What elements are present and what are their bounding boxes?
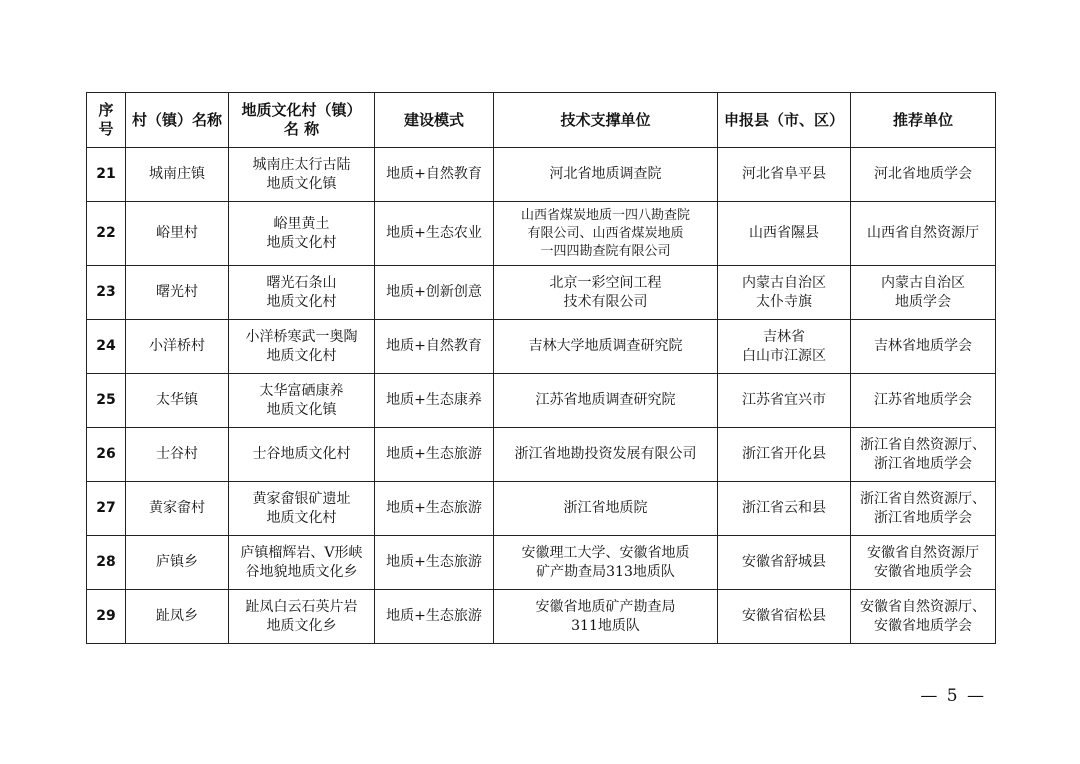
- table-row: [87, 428, 996, 482]
- row-index: 21: [87, 148, 126, 202]
- page-number: — 5 —: [920, 686, 986, 706]
- row-index: 23: [87, 266, 126, 320]
- tech-support-unit: 吉林大学地质调查研究院: [494, 320, 718, 374]
- recommending-unit: 浙江省自然资源厅、 浙江省地质学会: [851, 428, 996, 482]
- village-name: 太华镇: [126, 374, 229, 428]
- row-index: 24: [87, 320, 126, 374]
- applying-county: 浙江省开化县: [718, 428, 851, 482]
- applying-county: 江苏省宜兴市: [718, 374, 851, 428]
- recommending-unit: 吉林省地质学会: [851, 320, 996, 374]
- culture-village-name: 庐镇榴辉岩、V形峡 谷地貌地质文化乡: [229, 536, 375, 590]
- recommending-unit: 安徽省自然资源厅 安徽省地质学会: [851, 536, 996, 590]
- construction-mode: 地质+生态旅游: [375, 590, 494, 644]
- header-index: 序 号: [87, 93, 126, 148]
- construction-mode: 地质+自然教育: [375, 148, 494, 202]
- recommending-unit: 山西省自然资源厅: [851, 202, 996, 266]
- table-row: [87, 266, 996, 320]
- row-index: 25: [87, 374, 126, 428]
- tech-support-unit: 安徽省地质矿产勘查局 311地质队: [494, 590, 718, 644]
- village-name: 黄家畲村: [126, 482, 229, 536]
- village-name: 峪里村: [126, 202, 229, 266]
- construction-mode: 地质+生态农业: [375, 202, 494, 266]
- village-name: 城南庄镇: [126, 148, 229, 202]
- recommending-unit: 浙江省自然资源厅、 浙江省地质学会: [851, 482, 996, 536]
- construction-mode: 地质+生态旅游: [375, 482, 494, 536]
- row-index: 27: [87, 482, 126, 536]
- village-name: 小洋桥村: [126, 320, 229, 374]
- tech-support-unit: 北京一彩空间工程 技术有限公司: [494, 266, 718, 320]
- header-culture-village-name: 地质文化村（镇） 名 称: [229, 93, 375, 148]
- applying-county: 安徽省宿松县: [718, 590, 851, 644]
- village-name: 士谷村: [126, 428, 229, 482]
- geology-village-table: [86, 92, 996, 644]
- culture-village-name: 峪里黄土 地质文化村: [229, 202, 375, 266]
- header-tech-support-unit: 技术支撑单位: [494, 93, 718, 148]
- header-village-name: 村（镇）名称: [126, 93, 229, 148]
- header-recommending-unit: 推荐单位: [851, 93, 996, 148]
- header-applying-county: 申报县（市、区）: [718, 93, 851, 148]
- village-name: 庐镇乡: [126, 536, 229, 590]
- table-row: [87, 202, 996, 266]
- applying-county: 河北省阜平县: [718, 148, 851, 202]
- tech-support-unit: 浙江省地质院: [494, 482, 718, 536]
- culture-village-name: 士谷地质文化村: [229, 428, 375, 482]
- culture-village-name: 黄家畲银矿遗址 地质文化村: [229, 482, 375, 536]
- applying-county: 安徽省舒城县: [718, 536, 851, 590]
- applying-county: 吉林省 白山市江源区: [718, 320, 851, 374]
- table-row: [87, 148, 996, 202]
- tech-support-unit: 安徽理工大学、安徽省地质 矿产勘查局313地质队: [494, 536, 718, 590]
- tech-support-unit: 浙江省地勘投资发展有限公司: [494, 428, 718, 482]
- culture-village-name: 曙光石条山 地质文化村: [229, 266, 375, 320]
- row-index: 29: [87, 590, 126, 644]
- village-name: 趾凤乡: [126, 590, 229, 644]
- construction-mode: 地质+自然教育: [375, 320, 494, 374]
- recommending-unit: 内蒙古自治区 地质学会: [851, 266, 996, 320]
- table-row: [87, 590, 996, 644]
- table-row: [87, 374, 996, 428]
- recommending-unit: 河北省地质学会: [851, 148, 996, 202]
- culture-village-name: 趾凤白云石英片岩 地质文化乡: [229, 590, 375, 644]
- recommending-unit: 江苏省地质学会: [851, 374, 996, 428]
- construction-mode: 地质+创新创意: [375, 266, 494, 320]
- table-row: [87, 536, 996, 590]
- construction-mode: 地质+生态旅游: [375, 536, 494, 590]
- applying-county: 浙江省云和县: [718, 482, 851, 536]
- tech-support-unit: 山西省煤炭地质一四八勘查院 有限公司、山西省煤炭地质 一四四勘查院有限公司: [494, 202, 718, 266]
- row-index: 22: [87, 202, 126, 266]
- table-header-row: [87, 93, 996, 148]
- tech-support-unit: 江苏省地质调查研究院: [494, 374, 718, 428]
- construction-mode: 地质+生态旅游: [375, 428, 494, 482]
- applying-county: 内蒙古自治区 太仆寺旗: [718, 266, 851, 320]
- construction-mode: 地质+生态康养: [375, 374, 494, 428]
- row-index: 26: [87, 428, 126, 482]
- culture-village-name: 小洋桥寒武一奥陶 地质文化村: [229, 320, 375, 374]
- culture-village-name: 城南庄太行古陆 地质文化镇: [229, 148, 375, 202]
- recommending-unit: 安徽省自然资源厅、 安徽省地质学会: [851, 590, 996, 644]
- applying-county: 山西省隰县: [718, 202, 851, 266]
- row-index: 28: [87, 536, 126, 590]
- table-row: [87, 482, 996, 536]
- header-construction-mode: 建设模式: [375, 93, 494, 148]
- table-row: [87, 320, 996, 374]
- village-name: 曙光村: [126, 266, 229, 320]
- culture-village-name: 太华富硒康养 地质文化镇: [229, 374, 375, 428]
- tech-support-unit: 河北省地质调查院: [494, 148, 718, 202]
